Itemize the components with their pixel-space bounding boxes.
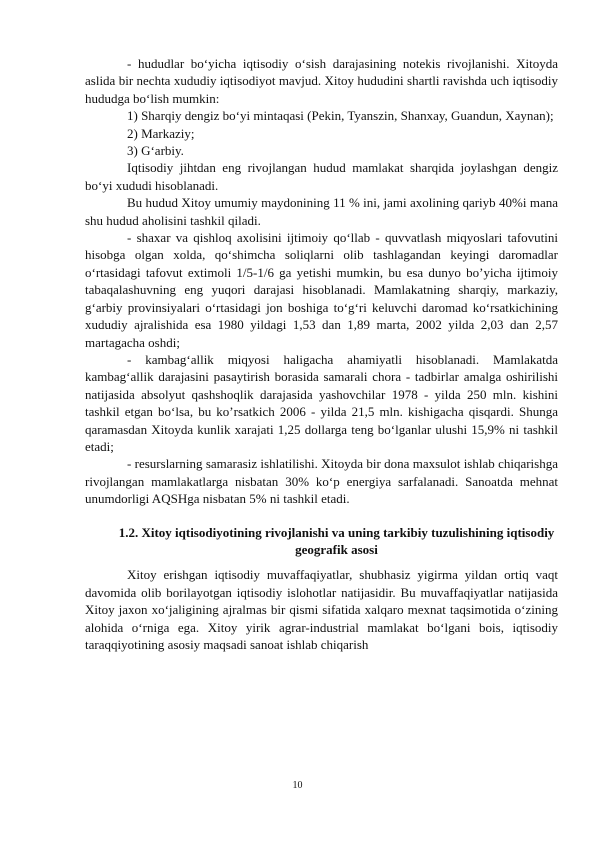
document-page xyxy=(85,55,558,653)
body-paragraph: Bu hudud Xitoy umumiy maydonining 11 % ini, jami axolining qariyb 40%i mana shu hudud aholisini tashkil qiladi. xyxy=(85,195,558,228)
page-number: 10 xyxy=(292,780,303,791)
section-heading: 1.2. Xitoy iqtisodiyotining rivojlanishi va uning tarkibiy tuzulishining iqtisodiy geografik asosi xyxy=(118,524,555,557)
body-paragraph: - kambag‘allik miqyosi haligacha ahamiyatli hisoblanadi. Mamlakatda kambag‘allik darajasini pasaytirish borasida samarali chora - tadbirlar amalga oshirilishi natijasida absolyut qashshoqlik darajasida yashovchilar 1978 - yilda 250 mln. kishini tashkil etgan bo‘lsa, bu ko’rsatkich 2006 - yilda 21,5 mln. kishigacha qisqardi. Shunga qaramasdan Xitoyda kunlik xarajati 1,25 dollarga teng bo‘lganlar ulushi 15,9% ni tashkil etadi; xyxy=(85,351,558,454)
body-paragraph: Iqtisodiy jihtdan eng rivojlangan hudud mamlakat sharqida joylashgan dengiz bo‘yi xududi hisoblanadi. xyxy=(85,160,558,193)
body-paragraph: - hududlar bo‘yicha iqtisodiy o‘sish darajasining notekis rivojlanishi. Xitoyda aslida bir nechta xududiy iqtisodiyot mavjud. Xitoy hududini shartli ravishda uch iqtisodiy hududga bo‘lish mumkin: xyxy=(85,56,558,106)
body-paragraph: - resurslarning samarasiz ishlatilishi. Xitoyda bir dona maxsulot ishlab chiqarishga rivojlangan mamlakatlarga nisbatan 30% ko‘p energiya sarfalanadi. Sanoatda mehnat unumdorligi AQSHga nisbatan 5% ni tashkil etadi. xyxy=(85,456,558,507)
body-paragraph: 2) Markaziy; xyxy=(127,125,195,141)
body-paragraph: - shaxar va qishloq axolisini ijtimoiy qo‘llab - quvvatlash miqyoslari tafovutini hisobga olgan xolda, qo‘shimcha soliqlarni olib tashlagandan keyingi daromadlar o‘rtasidagi tafovut extimoli 1/5-1/6 ga yetishi mumkin, bu esa dunyo bo’yicha ijtimoiy tabaqalashuvning eng yuqori darajasi hisoblanadi. Mamlakatning sharqiy, markaziy, g‘arbiy provinsiyalari o‘rtasidagi jon boshiga to‘g‘ri keluvchi daromad ko‘rsatkichining xududiy ajralishida esa 1980 yildagi 1,53 dan 1,89 marta, 2002 yilda 2,03 dan 2,57 martagacha oshdi; xyxy=(85,230,558,350)
body-paragraph: 3) G‘arbiy. xyxy=(127,143,184,159)
body-paragraph: 1) Sharqiy dengiz bo‘yi mintaqasi (Pekin, Tyanszin, Shanxay, Guandun, Xaynan); xyxy=(127,108,554,124)
body-paragraph: Xitoy erishgan iqtisodiy muvaffaqiyatlar, shubhasiz yigirma yildan ortiq vaqt davomida olib borilayotgan iqtisodiy islohotlar natijasidir. Bu muvaffaqiyatlar natijasida Xitoy jaxon xo‘jaligining ajralmas bir qismi sifatida xalqaro mexnat taqsimotida o‘zining alohida o‘rniga ega. Xitoy yirik agrar-industrial mamlakat bo‘lgani bois, iqtisodiy taraqqiyotining asosiy maqsadi sanoat ishlab chiqarish xyxy=(85,567,558,652)
